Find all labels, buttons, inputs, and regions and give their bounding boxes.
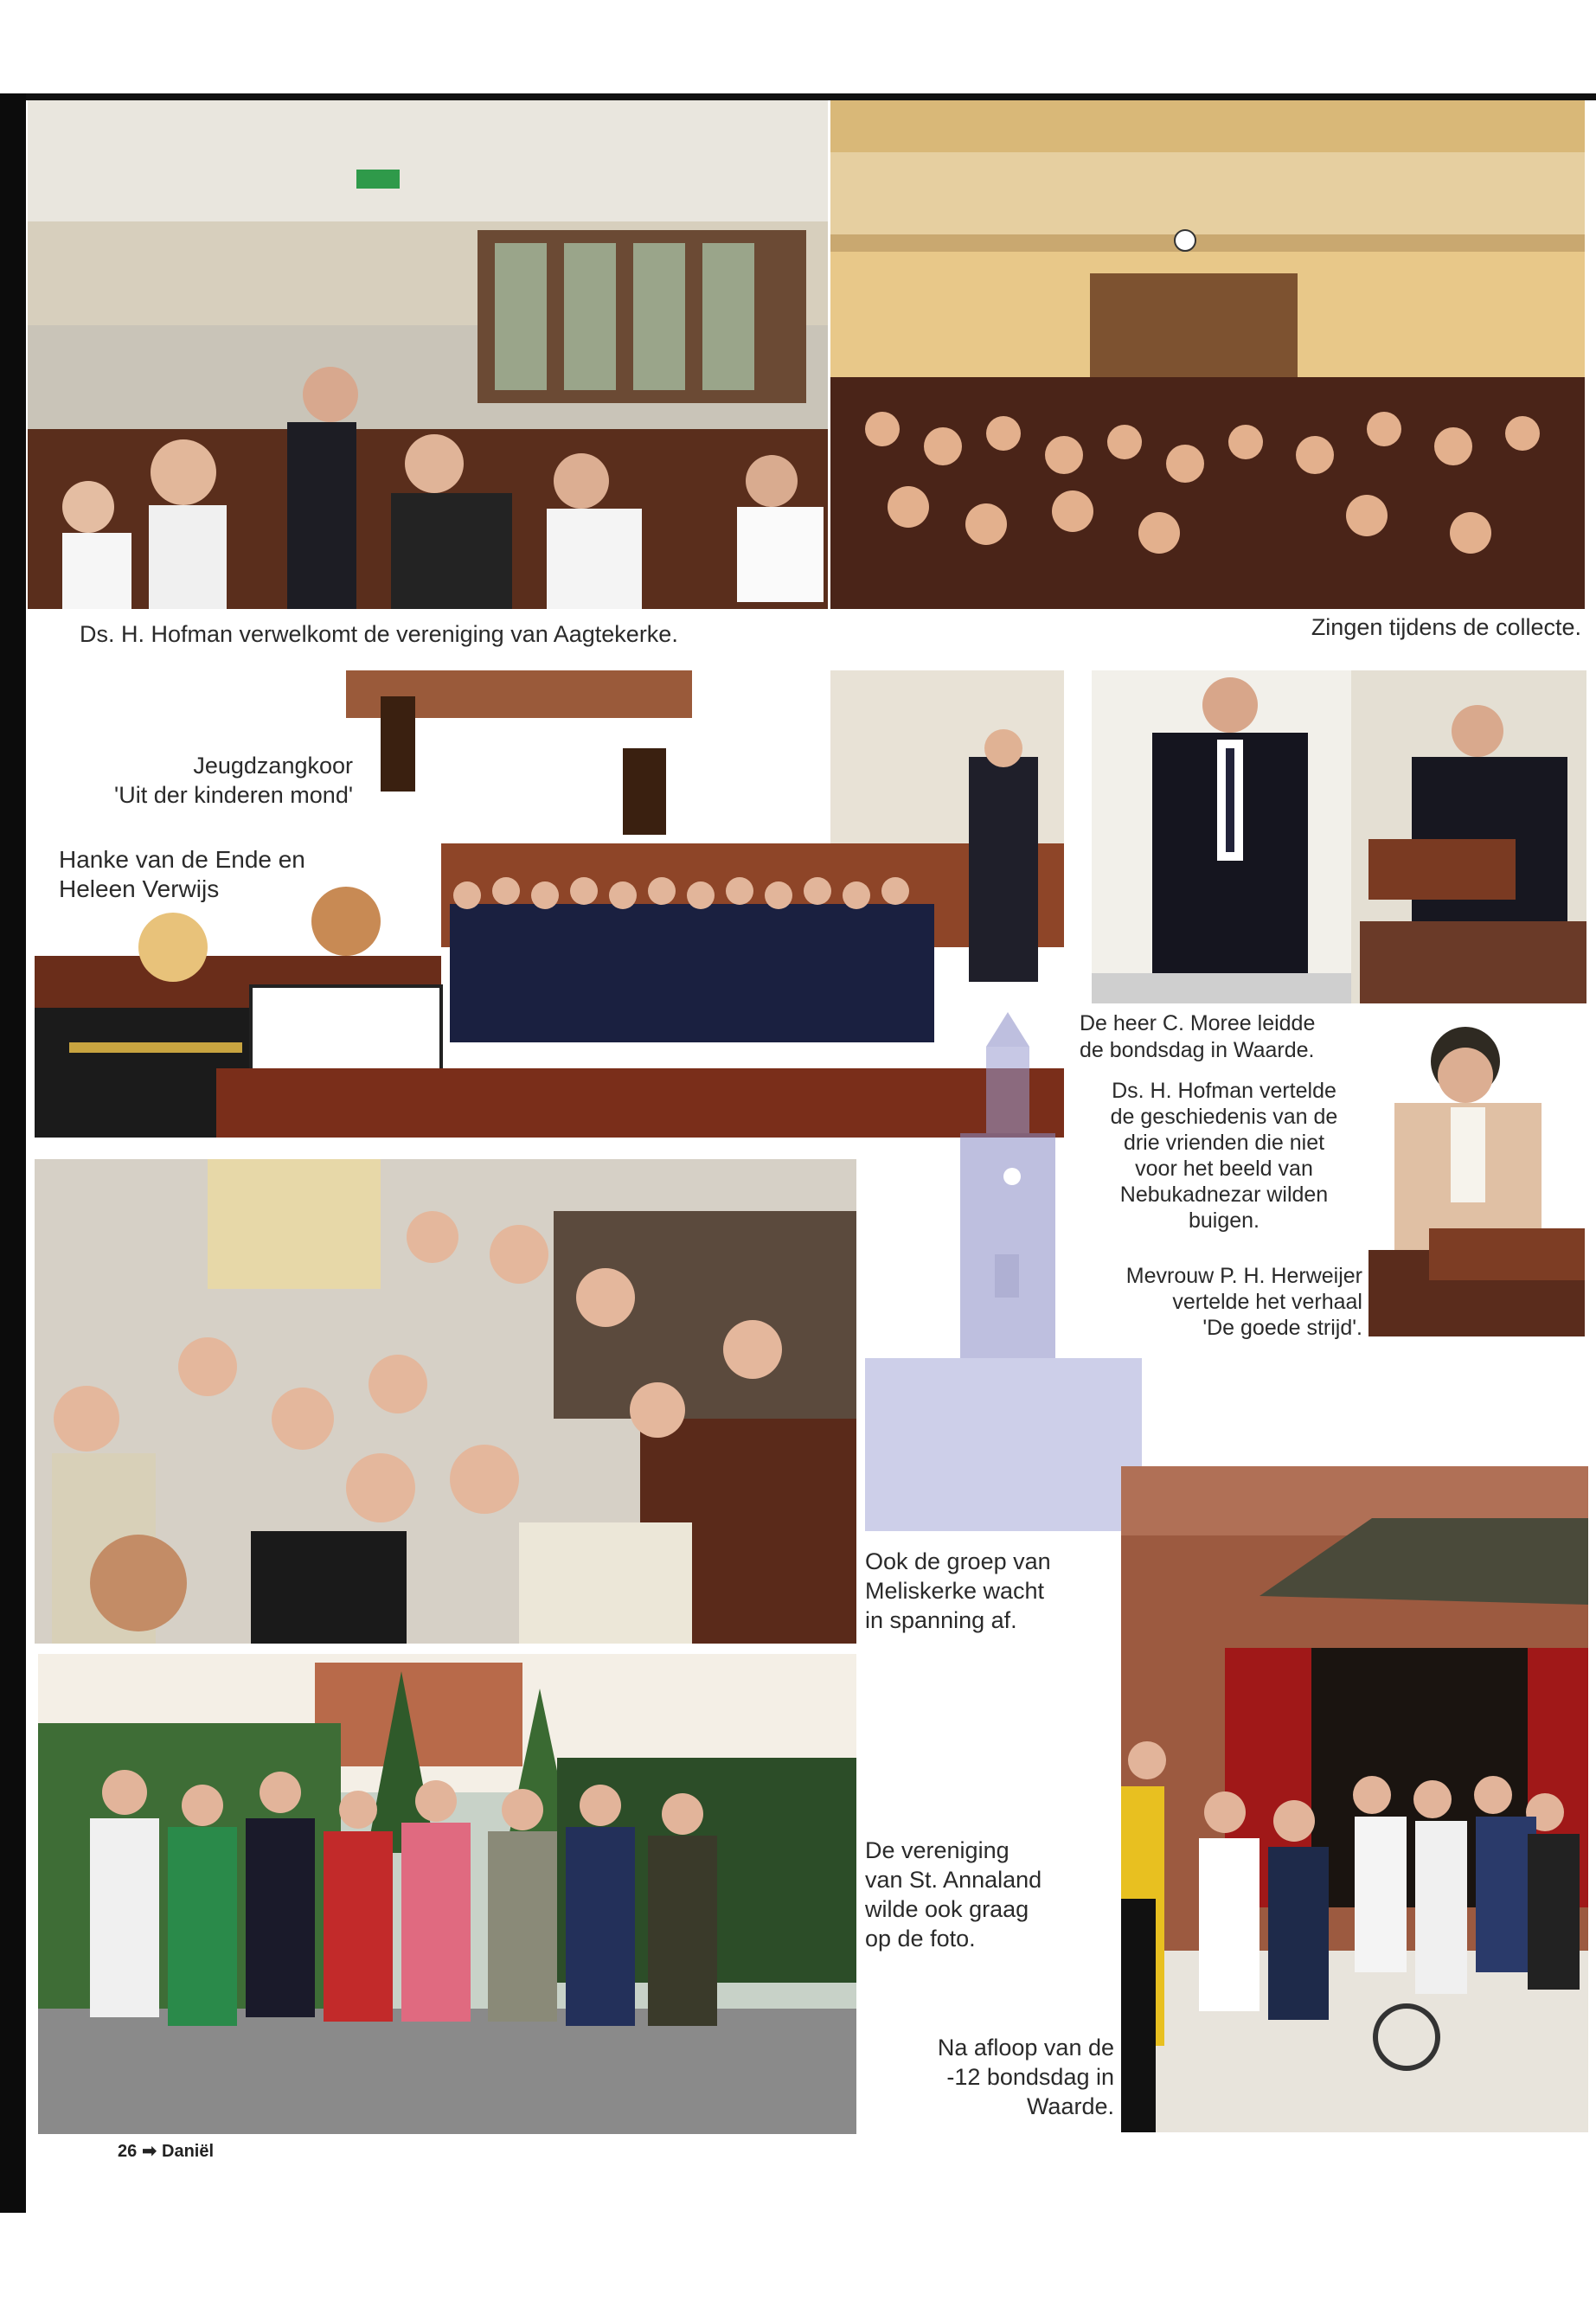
church-welcome-photo bbox=[28, 100, 828, 609]
flute-line-1: Hanke van de Ende en bbox=[59, 846, 305, 873]
flute-line-2: Heleen Verwijs bbox=[59, 875, 220, 902]
caption-hofman bbox=[1081, 1078, 1367, 1234]
caption-meliskerke bbox=[865, 1547, 1051, 1635]
church-exit-photo bbox=[1121, 1466, 1588, 2132]
herweijer-photo bbox=[1368, 1008, 1585, 1336]
caption-afloop bbox=[865, 2033, 1114, 2121]
hofman-line-1: Ds. H. Hofman vertelde bbox=[1112, 1079, 1336, 1103]
annaland-line-1: De vereniging bbox=[865, 1837, 1010, 1863]
herweijer-line-2: vertelde het verhaal bbox=[1172, 1290, 1362, 1314]
herweijer-line-3: 'De goede strijd'. bbox=[1202, 1316, 1362, 1340]
annaland-line-3: wilde ook graag bbox=[865, 1896, 1029, 1922]
hofman-line-5: Nebukadnezar wilden bbox=[1119, 1183, 1329, 1207]
hofman-line-6: buigen. bbox=[1188, 1208, 1260, 1233]
caption-collecte: Zingen tijdens de collecte. bbox=[1311, 614, 1581, 640]
moree-line-2: de bondsdag in Waarde. bbox=[1080, 1038, 1315, 1062]
left-edge-bar bbox=[0, 93, 26, 2213]
choir-line-2: 'Uit der kinderen mond' bbox=[114, 782, 353, 808]
caption-flute bbox=[59, 845, 305, 904]
caption-annaland bbox=[865, 1836, 1042, 1953]
top-rule bbox=[0, 93, 1596, 100]
afloop-line-2: -12 bondsdag in bbox=[946, 2064, 1114, 2090]
page-number: 26 bbox=[118, 2142, 138, 2161]
arrow-icon: ➡ bbox=[142, 2142, 157, 2161]
meliskerke-line-3: in spanning af. bbox=[865, 1607, 1017, 1633]
afloop-line-3: Waarde. bbox=[1026, 2093, 1114, 2119]
hofman-line-2: de geschiedenis van de bbox=[1110, 1105, 1338, 1129]
afloop-line-1: Na afloop van de bbox=[937, 2035, 1114, 2061]
annaland-line-2: van St. Annaland bbox=[865, 1867, 1042, 1893]
caption-welcome: Ds. H. Hofman verwelkomt de vereniging van Aagtekerke. bbox=[80, 621, 678, 647]
choir-line-1: Jeugdzangkoor bbox=[193, 753, 353, 779]
hofman-line-3: drie vrienden die niet bbox=[1123, 1131, 1325, 1155]
meliskerke-line-2: Meliskerke wacht bbox=[865, 1578, 1045, 1604]
meliskerke-line-1: Ook de groep van bbox=[865, 1548, 1051, 1574]
caption-herweijer bbox=[1064, 1263, 1362, 1341]
church-hall-photo bbox=[830, 100, 1585, 609]
moree-line-1: De heer C. Moree leidde bbox=[1080, 1011, 1316, 1035]
page-footer bbox=[118, 2140, 214, 2162]
annaland-line-4: op de foto. bbox=[865, 1926, 976, 1952]
meliskerke-group-photo bbox=[35, 1159, 856, 1644]
caption-choir bbox=[52, 751, 353, 810]
hofman-line-4: voor het beeld van bbox=[1135, 1157, 1313, 1181]
annaland-group-photo bbox=[38, 1654, 856, 2134]
herweijer-line-1: Mevrouw P. H. Herweijer bbox=[1125, 1264, 1362, 1288]
speakers-photo bbox=[1092, 670, 1586, 1003]
magazine-name: Daniël bbox=[162, 2142, 215, 2161]
